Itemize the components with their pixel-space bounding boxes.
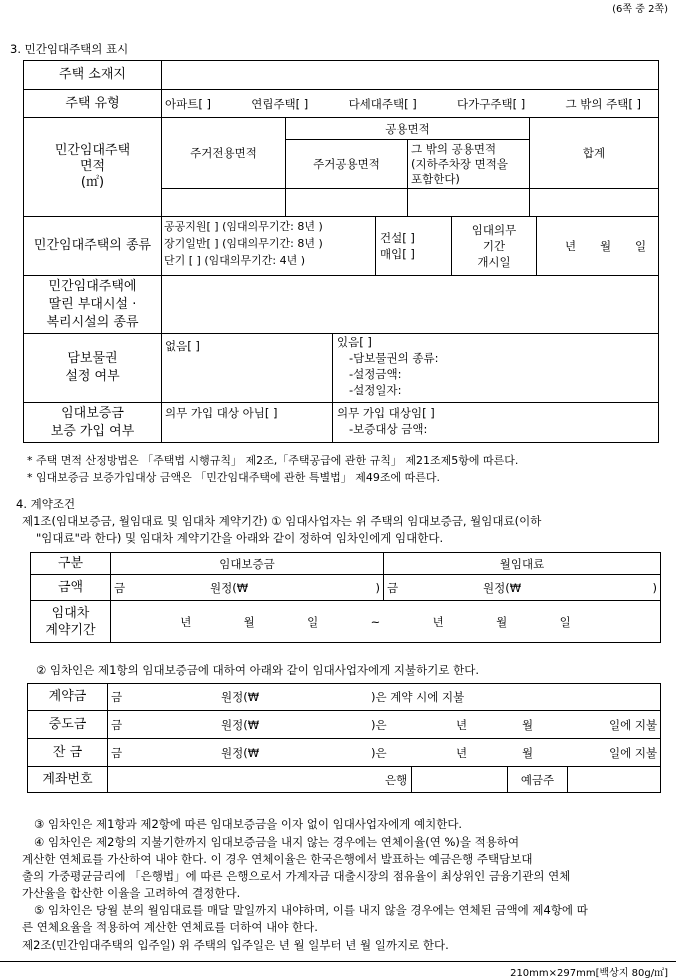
residential-common-field[interactable]: [286, 189, 408, 217]
balance-payment-label: 잔 금: [28, 739, 108, 767]
rent-table: [30, 552, 661, 643]
facilities-label: 민간임대주택에 딸린 부대시설 · 복리시설의 종류: [24, 276, 162, 334]
payment-table: [27, 683, 661, 793]
article1-para4-cont1: 계산한 연체료를 가산하여 내야 한다. 이 경우 연체이율은 한국은행에서 발표하는 예금은행 주택담보대: [22, 852, 533, 866]
down-payment-field[interactable]: 금 원정(₩ )은 계약 시에 지불: [108, 684, 661, 711]
start-date-label: 임대의무 기간 개시일: [452, 217, 537, 275]
note-guarantee: * 임대보증금 보증가입대상 금액은 「민간임대주택에 관한 특별법」 제49조에 따른다.: [27, 471, 440, 484]
interim-payment-field[interactable]: 금 원정(₩ )은 년 월 일에 지불: [108, 711, 661, 739]
area-label: 민간임대주택 면적 (㎡): [24, 118, 162, 217]
other-common-field[interactable]: [408, 189, 530, 217]
period-field[interactable]: 년 월 일 ~ 년 월 일: [111, 601, 661, 643]
total-area-label: 합계: [530, 118, 659, 189]
guarantee-label: 임대보증금 보증 가입 여부: [24, 403, 162, 443]
kind-label: 민간임대주택의 종류: [24, 217, 162, 276]
build-option[interactable]: 건설[ ]: [380, 231, 415, 245]
location-label: 주택 소재지: [24, 61, 162, 90]
location-field[interactable]: [162, 61, 659, 90]
down-payment-label: 계약금: [28, 684, 108, 711]
article1-para2: ② 임차인은 제1항의 임대보증금에 대하여 아래와 같이 임대사업자에게 지불하기로 한다.: [36, 663, 479, 677]
article1-para5-cont: 른 연체요율을 적용하여 계산한 연체료를 더하여 내야 한다.: [22, 920, 318, 934]
collateral-yes-option[interactable]: 있음[ ]: [337, 335, 372, 349]
article1-line2: "임대료"라 한다) 및 임대차 계약기간을 아래와 같이 정하여 임차인에게 임대한다.: [36, 531, 444, 545]
article1-para5: ⑤ 임차인은 당월 분의 월임대료를 매달 말일까지 내야하며, 이를 내지 않을 경우에는 연체된 금액에 제4항에 따: [34, 903, 588, 917]
collateral-date[interactable]: -설정일자:: [349, 383, 402, 397]
article1-para4: ④ 임차인은 제2항의 지불기한까지 임대보증금을 내지 않는 경우에는 연체이율(연 %)을 적용하여: [34, 835, 520, 849]
page-label: (6쪽 중 2쪽): [612, 4, 668, 15]
account-label: 계좌번호: [28, 767, 108, 793]
period-label: 임대차 계약기간: [31, 601, 111, 643]
collateral-none-option[interactable]: 없음[ ]: [162, 334, 333, 402]
type-other[interactable]: 그 밖의 주택[ ]: [565, 96, 641, 111]
housing-table: [23, 60, 659, 443]
rent-col-label: 구분: [31, 553, 111, 575]
exclusive-area-label: 주거전용면적: [162, 118, 286, 189]
section3-title: 3. 민간임대주택의 표시: [10, 42, 129, 56]
kind-short-term[interactable]: 단기 [ ] (임대의무기간: 4년 ): [164, 254, 305, 267]
holder-field[interactable]: [568, 767, 661, 793]
monthly-header: 월임대료: [384, 553, 661, 575]
deposit-header: 임대보증금: [111, 553, 384, 575]
collateral-label: 담보물권 설정 여부: [24, 334, 162, 403]
balance-payment-field[interactable]: 금 원정(₩ )은 년 월 일에 지불: [108, 739, 661, 767]
exclusive-area-field[interactable]: [162, 189, 286, 217]
type-multi-household[interactable]: 다가구주택[ ]: [457, 96, 526, 111]
article2: 제2조(민간임대주택의 입주일) 위 주택의 입주일은 년 월 일부터 년 월 일까지로 한다.: [22, 938, 449, 952]
guarantee-amount[interactable]: -보증대상 금액:: [349, 422, 428, 436]
other-common-label: 그 밖의 공용면적 (지하주차장 면적을 포함한다): [408, 140, 530, 189]
paper-spec: 210mm×297mm[백상지 80g/㎡]: [510, 968, 668, 979]
type-label: 주택 유형: [24, 90, 162, 118]
type-multi-unit[interactable]: 다세대주택[ ]: [348, 96, 417, 111]
bank-field[interactable]: [385, 767, 508, 793]
guarantee-yes-option[interactable]: 의무 가입 대상임[ ]: [337, 406, 435, 420]
type-apartment[interactable]: 아파트[ ]: [165, 96, 211, 111]
holder-label: 예금주: [508, 767, 568, 793]
facilities-field[interactable]: [162, 276, 659, 334]
total-area-field[interactable]: [530, 189, 659, 217]
note-area: * 주택 면적 산정방법은 「주택법 시행규칙」 제2조,「주택공급에 관한 규칙」 제21조제5항에 따른다.: [27, 454, 519, 467]
article1-para4-cont2: 출의 가중평균금리에 「은행법」에 따른 은행으로서 가계자금 대출시장의 점유율이 최상위인 금융기관의 연체: [22, 869, 571, 883]
interim-payment-label: 중도금: [28, 711, 108, 739]
residential-common-label: 주거공용면적: [286, 140, 408, 189]
deposit-amount-field[interactable]: 금 원정(₩ ): [111, 575, 384, 601]
collateral-kind[interactable]: -담보물권의 종류:: [349, 351, 439, 365]
start-date-field[interactable]: 년 월 일: [564, 239, 647, 253]
type-options[interactable]: [162, 90, 659, 118]
type-row-house[interactable]: 연립주택[ ]: [251, 96, 309, 111]
kind-row: [162, 217, 659, 276]
buy-option[interactable]: 매입[ ]: [380, 247, 415, 261]
collateral-amount[interactable]: -설정금액:: [349, 367, 402, 381]
account-field[interactable]: [108, 767, 412, 793]
guarantee-no-option[interactable]: 의무 가입 대상 아님[ ]: [162, 403, 333, 442]
section4-title: 4. 계약조건: [16, 497, 76, 511]
article1-para3: ③ 임차인은 제1항과 제2항에 따른 임대보증금을 이자 없이 임대사업자에게 예치한다.: [34, 817, 463, 831]
article1-line1: 제1조(임대보증금, 월임대료 및 임대차 계약기간) ① 임대사업자는 위 주택의 임대보증금, 월임대료(이하: [22, 514, 542, 528]
kind-long-term[interactable]: 장기일반[ ] (임대의무기간: 8년 ): [164, 237, 323, 250]
bank-label: 은행: [385, 772, 408, 787]
kind-public[interactable]: 공공지원[ ] (임대의무기간: 8년 ): [164, 220, 323, 233]
common-area-label: 공용면적: [286, 118, 530, 140]
monthly-amount-field[interactable]: 금 원정(₩ ): [384, 575, 661, 601]
amount-label: 금액: [31, 575, 111, 601]
article1-para4-cont3: 가산율을 합산한 이율을 고려하여 결정한다.: [22, 886, 241, 900]
